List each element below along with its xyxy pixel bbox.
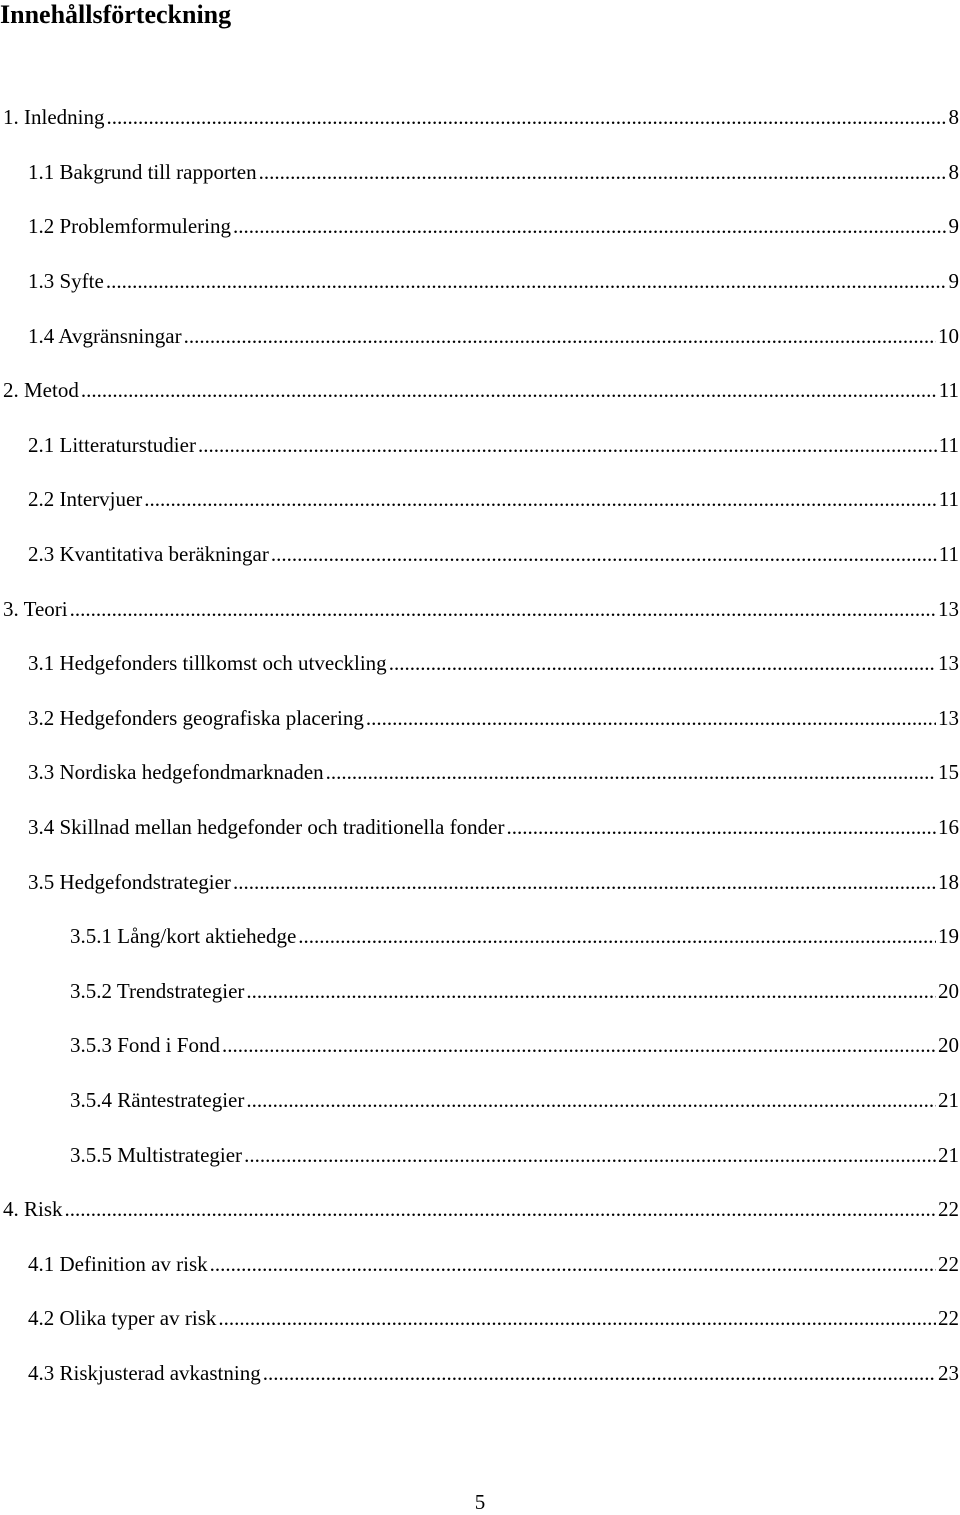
toc-dot-leader xyxy=(366,706,936,730)
toc-entry[interactable] xyxy=(0,145,960,200)
toc-dot-leader xyxy=(65,1197,936,1221)
toc-entry-page: 16 xyxy=(938,815,959,840)
toc-entry-text: 3.5.5 Multistrategier xyxy=(70,1142,243,1167)
toc-entry-text: 2.1 Litteraturstudier xyxy=(28,432,196,457)
toc-entry-page: 11 xyxy=(938,487,959,512)
toc-entry-text: 4.3 Riskjusterad avkastning xyxy=(28,1360,261,1385)
toc-entry-page: 8 xyxy=(948,159,959,184)
toc-entry-page: 22 xyxy=(938,1306,959,1331)
toc-entry-text: 3. Teori xyxy=(3,596,68,621)
toc-dot-leader xyxy=(210,1252,936,1276)
toc-entry[interactable] xyxy=(0,90,960,145)
toc-dot-leader xyxy=(81,378,937,402)
toc-entry-page: 19 xyxy=(938,924,959,949)
toc-dot-leader xyxy=(271,542,937,566)
toc-entry-page: 11 xyxy=(938,432,959,457)
toc-entry-page: 8 xyxy=(948,105,959,130)
toc-dot-leader xyxy=(389,651,936,675)
toc-entry-page: 13 xyxy=(938,651,959,676)
toc-entry-page: 23 xyxy=(938,1360,959,1385)
toc-entry-text: 3.2 Hedgefonders geografiska placering xyxy=(28,705,364,730)
toc-dot-leader xyxy=(244,1143,936,1167)
page-title: Innehållsförteckning xyxy=(0,0,232,29)
toc-entry[interactable] xyxy=(0,581,960,636)
toc-entry[interactable] xyxy=(0,745,960,800)
toc-entry-text: 4. Risk xyxy=(3,1197,63,1222)
toc-entry-text: 4.2 Olika typer av risk xyxy=(28,1306,217,1331)
toc-entry[interactable] xyxy=(0,1182,960,1237)
toc-entry-page: 20 xyxy=(938,1033,959,1058)
toc-entry-text: 1.2 Problemformulering xyxy=(28,214,231,239)
page-number: 5 xyxy=(474,1490,486,1514)
toc-entry-text: 3.5 Hedgefondstrategier xyxy=(28,869,231,894)
toc-dot-leader xyxy=(184,324,936,348)
toc-dot-leader xyxy=(233,870,936,894)
toc-entry[interactable] xyxy=(0,418,960,473)
toc-entry-page: 13 xyxy=(938,705,959,730)
toc-entry[interactable] xyxy=(0,254,960,309)
toc-entry-page: 13 xyxy=(938,596,959,621)
toc-dot-leader xyxy=(222,1033,936,1057)
toc-dot-leader xyxy=(259,160,947,184)
toc-entry-text: 3.3 Nordiska hedgefondmarknaden xyxy=(28,760,324,785)
toc-dot-leader xyxy=(198,433,937,457)
toc-entry[interactable] xyxy=(0,308,960,363)
table-of-contents xyxy=(0,90,960,1400)
toc-entry[interactable] xyxy=(0,1291,960,1346)
toc-entry[interactable] xyxy=(0,1018,960,1073)
toc-dot-leader xyxy=(218,1306,936,1330)
toc-entry[interactable] xyxy=(0,199,960,254)
toc-entry[interactable] xyxy=(0,472,960,527)
toc-entry-page: 15 xyxy=(938,760,959,785)
toc-dot-leader xyxy=(233,214,947,238)
toc-entry-page: 21 xyxy=(938,1142,959,1167)
toc-dot-leader xyxy=(298,924,936,948)
toc-entry[interactable] xyxy=(0,1236,960,1291)
toc-entry-text: 1.4 Avgränsningar xyxy=(28,323,182,348)
toc-entry[interactable] xyxy=(0,527,960,582)
toc-entry[interactable] xyxy=(0,1127,960,1182)
toc-entry-page: 9 xyxy=(948,269,959,294)
toc-entry[interactable] xyxy=(0,1073,960,1128)
toc-entry-page: 11 xyxy=(938,378,959,403)
toc-entry-page: 22 xyxy=(938,1251,959,1276)
toc-dot-leader xyxy=(70,597,936,621)
toc-dot-leader xyxy=(106,105,946,129)
toc-entry[interactable] xyxy=(0,691,960,746)
toc-dot-leader xyxy=(246,979,936,1003)
toc-entry-text: 3.5.4 Räntestrategier xyxy=(70,1087,245,1112)
toc-dot-leader xyxy=(506,815,936,839)
toc-entry-text: 2.3 Kvantitativa beräkningar xyxy=(28,542,269,567)
toc-entry-page: 21 xyxy=(938,1087,959,1112)
toc-dot-leader xyxy=(106,269,947,293)
toc-entry-text: 3.5.3 Fond i Fond xyxy=(70,1033,220,1058)
toc-entry-page: 22 xyxy=(938,1197,959,1222)
toc-dot-leader xyxy=(246,1088,936,1112)
toc-entry-page: 9 xyxy=(948,214,959,239)
toc-entry-text: 4.1 Definition av risk xyxy=(28,1251,208,1276)
toc-entry-text: 3.4 Skillnad mellan hedgefonder och traditionella fonder xyxy=(28,815,505,840)
toc-entry[interactable] xyxy=(0,363,960,418)
toc-entry-text: 3.5.2 Trendstrategier xyxy=(70,978,245,1003)
toc-entry-page: 20 xyxy=(938,978,959,1003)
toc-entry[interactable] xyxy=(0,1346,960,1401)
toc-entry-text: 1.1 Bakgrund till rapporten xyxy=(28,159,257,184)
toc-entry-text: 2.2 Intervjuer xyxy=(28,487,143,512)
toc-entry-text: 3.5.1 Lång/kort aktiehedge xyxy=(70,924,297,949)
toc-entry-text: 1.3 Syfte xyxy=(28,269,104,294)
toc-entry-page: 10 xyxy=(938,323,959,348)
toc-entry[interactable] xyxy=(0,854,960,909)
toc-entry-text: 2. Metod xyxy=(3,378,79,403)
toc-dot-leader xyxy=(144,487,936,511)
toc-dot-leader xyxy=(263,1361,936,1385)
toc-entry[interactable] xyxy=(0,636,960,691)
toc-entry[interactable] xyxy=(0,964,960,1019)
toc-entry-text: 3.1 Hedgefonders tillkomst och utveckling xyxy=(28,651,387,676)
toc-entry-page: 11 xyxy=(938,542,959,567)
toc-entry-page: 18 xyxy=(938,869,959,894)
toc-dot-leader xyxy=(326,760,936,784)
toc-entry-text: 1. Inledning xyxy=(3,105,105,130)
toc-entry[interactable] xyxy=(0,909,960,964)
toc-entry[interactable] xyxy=(0,800,960,855)
